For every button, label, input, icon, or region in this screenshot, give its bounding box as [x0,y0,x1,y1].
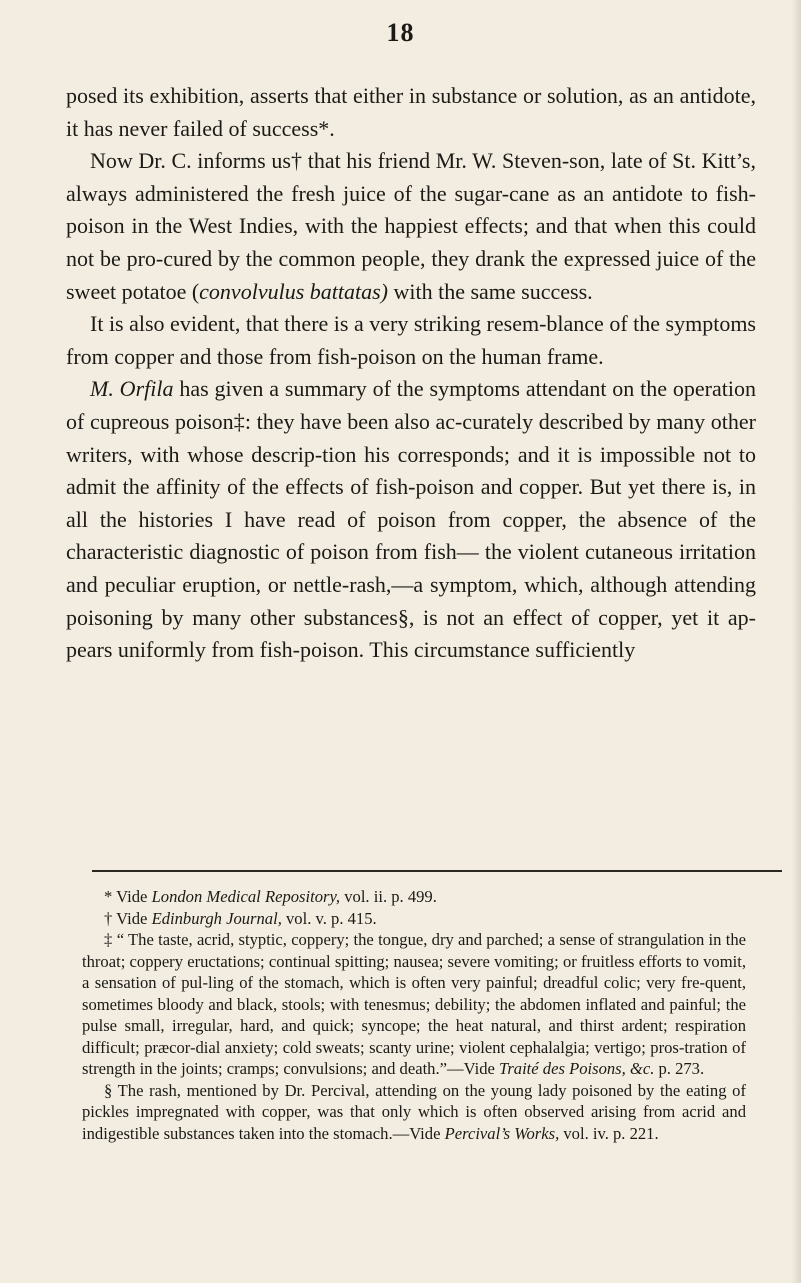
footnote-3-work: Traité des Poisons, &c. [499,1059,655,1078]
footnote-2-work: Edinburgh Journal, [151,908,282,928]
paragraph-2-latin-name: convolvulus battatas) [199,278,388,304]
paragraph-orfila [66,373,756,666]
footnote-2-post: vol. v. p. 415. [281,908,377,928]
footnote-2-pre: † Vide [104,908,152,928]
paragraph-continued [66,80,756,145]
footnote-3 [82,929,746,1080]
footnote-1-pre: * Vide [104,887,152,906]
footnotes [82,886,746,1144]
footnote-2 [82,908,746,930]
footnote-1 [82,886,746,908]
paragraph-1-text: posed its exhibition, asserts that either in substance or solution, as an antidote, it has never failed of success*. [66,83,756,141]
footnote-1-work: London Medical Repository, [151,887,341,906]
footnote-4-pre: § The rash, mentioned by Dr. Percival, attending on the young lady poisoned by the eating of pickles impregnated with copper, was that only which is often observed arising from acrid and indigestible substances taken into the stomach.—Vide [82,1080,746,1143]
footnote-divider [92,870,782,872]
paragraph-3-text: It is also evident, that there is a very striking resem-blance of the symptoms from copper and those from fish-poison on the human frame. [66,311,756,369]
main-text [66,80,756,667]
footnote-1-post: vol. ii. p. 499. [340,887,437,906]
paragraph-2-post: with the same success. [387,278,593,304]
paragraph-4-post: has given a summary of the symptoms attendant on the operation of cupreous poison‡: they have been also ac-curately described by many other writers, with whose descrip-tion his corresponds; and it is impossible not to admit the affinity of the effects of fish-poison and copper. But yet there is, in all the histories I have read of poison from copper, the absence of the characteristic diagnostic of poison from fish— the violent cutaneous irritation and peculiar eruption, or nettle-rash,—a symptom, which, although attending poisoning by many other substances§, is not an effect of copper, yet it ap-pears uniformly from fish-poison. This circumstance sufficiently [66,376,756,663]
footnote-3-post: p. 273. [654,1059,705,1078]
page-edge-shadow [791,0,801,1283]
page-number: 18 [386,18,415,47]
footnote-3-pre: ‡ “ The taste, acrid, styptic, coppery; the tongue, dry and parched; a sense of strangulation in the throat; coppery eructations; continual spitting; nausea; severe vomiting; or fruitless efforts to vomit, a sensation of pul-ling of the stomach, which is often very painful; dreadful colic; very fre-quent, sometimes bloody and black, stools; with tenesmus; debility; the abdomen inflated and painful; the pulse small, irregular, hard, and quick; syncope; the heat natural, and thirst ardent; respiration difficult; præcor-dial anxiety; cold sweats; scanty urine; violent cephalalgia; vertigo; pros-tration of strength in the joints; cramps; convulsions; and death.”—Vide [82,930,746,1078]
footnote-4 [82,1080,746,1145]
paragraph-sugar-cane [66,145,756,308]
footnote-4-work: Percival’s Works, [444,1123,560,1143]
footnote-4-post: vol. iv. p. 221. [559,1123,659,1143]
paragraph-resemblance [66,308,756,373]
paragraph-4-author: M. Orfila [90,376,174,402]
paragraph-2-pre: Now Dr. C. informs us† that his friend Mr. W. Steven-son, late of St. Kitt’s, always administered the fresh juice of the sugar-cane as an antidote to fish-poison in the West Indies, with the happiest effects; and that when this could not be pro-cured by the common people, they drank the expressed juice of the sweet potatoe ( [66,148,756,304]
